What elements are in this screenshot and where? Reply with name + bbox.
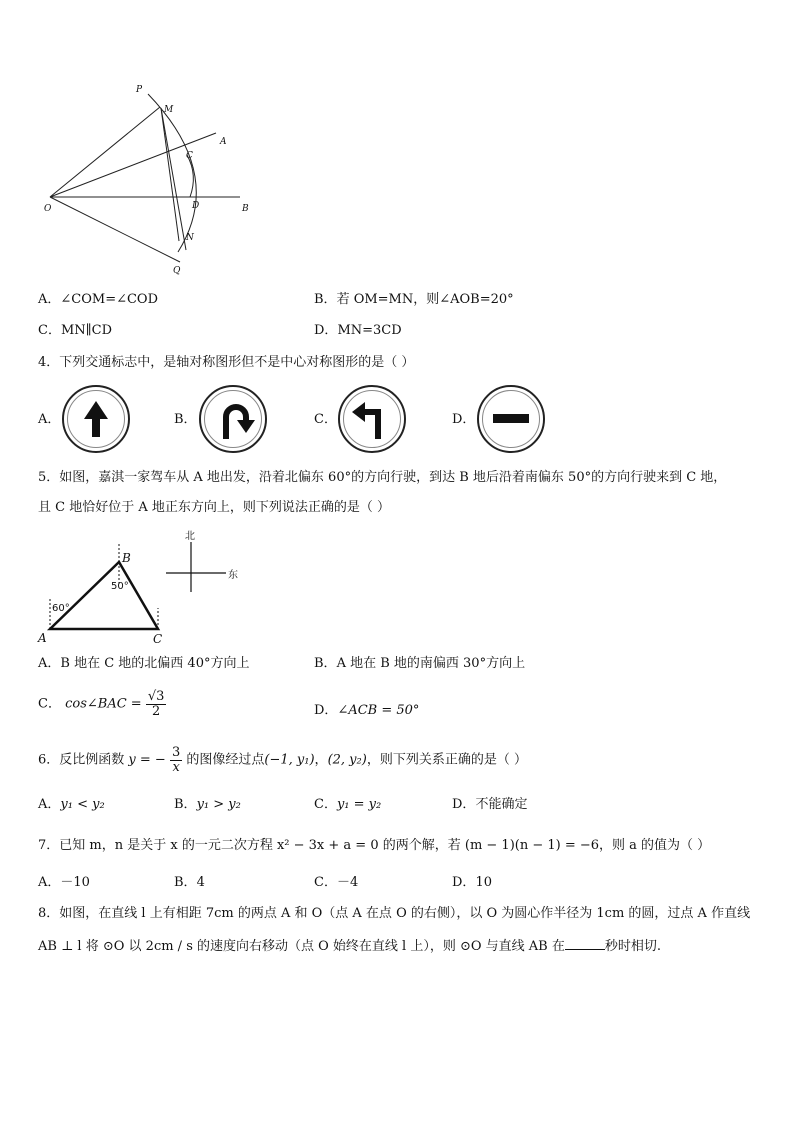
label-c: C [186, 151, 193, 161]
fraction-root3-over-2: $\frac{√3}{2}$ [147, 689, 165, 719]
q7-stem: 7．已知 m，n 是关于 x 的一元二次方程 x² − 3x + a = 0 的两个解，若 (m − 1)(n − 1) = −6，则 a 的值为（ ） [38, 838, 711, 853]
q3-option-b: B．若 OM=MN，则∠AOB=20° [314, 292, 514, 307]
q6-option-c: C．y₁ = y₂ [314, 797, 382, 812]
q5-option-d: D．∠ACB = 50° [314, 703, 420, 718]
label-a: A [220, 137, 227, 147]
q3-geometry-figure [30, 80, 270, 280]
q8-stem-line1: 8．如图，在直线 l 上有相距 7cm 的两点 A 和 O（点 A 在点 O 的右侧），以 O 为圆心作半径为 1cm 的圆，过点 A 作直线 [38, 906, 751, 921]
q5-option-c: C． cos∠BAC = $\frac{√3}{2}$ [38, 689, 165, 719]
q7-option-b: B．4 [174, 875, 205, 890]
arc-cd [187, 155, 193, 197]
angle-60-label: 60° [52, 603, 70, 614]
fraction-3-over-x: $\frac{3}{x}$ [171, 745, 181, 775]
up-arrow-icon [64, 387, 128, 451]
segment-mq [161, 108, 186, 250]
q6-stem: 6．反比例函数 y = − $\frac{3}{x}$ 的图像经过点(−1, y₁)，(2, y₂)，则下列关系正确的是（ ） [38, 745, 527, 775]
q4-stem: 4．下列交通标志中，是轴对称图形但不是中心对称图形的是（ ） [38, 355, 415, 370]
q6-option-a: A．y₁ < y₂ [38, 797, 105, 812]
label-m: M [164, 105, 174, 115]
label-d: D [192, 201, 200, 211]
q5-option-b: B．A 地在 B 地的南偏西 30°方向上 [314, 656, 526, 671]
label-o: O [44, 204, 52, 214]
q4-option-a-letter: A． [38, 412, 61, 427]
no-entry-bar-icon [479, 387, 543, 451]
q4-sign-c [338, 385, 406, 453]
q3-option-c: C．MN∥CD [38, 323, 113, 338]
q6-option-b: B．y₁ > y₂ [174, 797, 241, 812]
q8-stem-line2: AB ⊥ l 将 ⊙O 以 2cm / s 的速度向右移动（点 O 始终在直线 l 上），则 ⊙O 与直线 AB 在 秒时相切. [38, 939, 662, 954]
angle-50-label: 50° [111, 581, 129, 592]
q6-option-d: D．不能确定 [452, 797, 528, 812]
north-label: 北 [185, 531, 195, 542]
ray-oq [50, 197, 180, 262]
q7-option-c: C．－4 [314, 875, 359, 890]
label-q: Q [173, 266, 181, 276]
q4-sign-d [477, 385, 545, 453]
q4-option-d-letter: D． [452, 412, 476, 427]
q5-direction-figure [36, 528, 256, 648]
ray-op [50, 107, 160, 197]
label-n: N [186, 233, 194, 243]
q5-stem-line1: 5．如图，嘉淇一家驾车从 A 地出发，沿着北偏东 60°的方向行驶，到达 B 地后沿着南偏东 50°的方向行驶来到 C 地， [38, 470, 727, 485]
east-label: 东 [228, 570, 238, 581]
q7-option-d: D．10 [452, 875, 492, 890]
q7-option-a: A．－10 [38, 875, 90, 890]
segment-mn [161, 108, 179, 241]
q5-option-a: A．B 地在 C 地的北偏西 40°方向上 [38, 656, 250, 671]
q3-option-d: D．MN=3CD [314, 323, 402, 338]
q4-sign-b [199, 385, 267, 453]
u-turn-icon [201, 387, 265, 451]
left-turn-arrow-icon [340, 387, 404, 451]
label-b: B [242, 204, 249, 214]
label-c5: C [153, 632, 163, 646]
label-b5: B [122, 551, 131, 565]
q4-option-b-letter: B． [174, 412, 197, 427]
label-p: P [136, 85, 143, 95]
q3-option-a: A．∠COM=∠COD [38, 292, 159, 307]
triangle-abc [50, 562, 158, 629]
q4-sign-a [62, 385, 130, 453]
answer-blank[interactable] [565, 937, 605, 950]
q5-stem-line2: 且 C 地恰好位于 A 地正东方向上，则下列说法正确的是（ ） [38, 500, 390, 515]
q4-option-c-letter: C． [314, 412, 337, 427]
label-a5: A [38, 631, 47, 645]
